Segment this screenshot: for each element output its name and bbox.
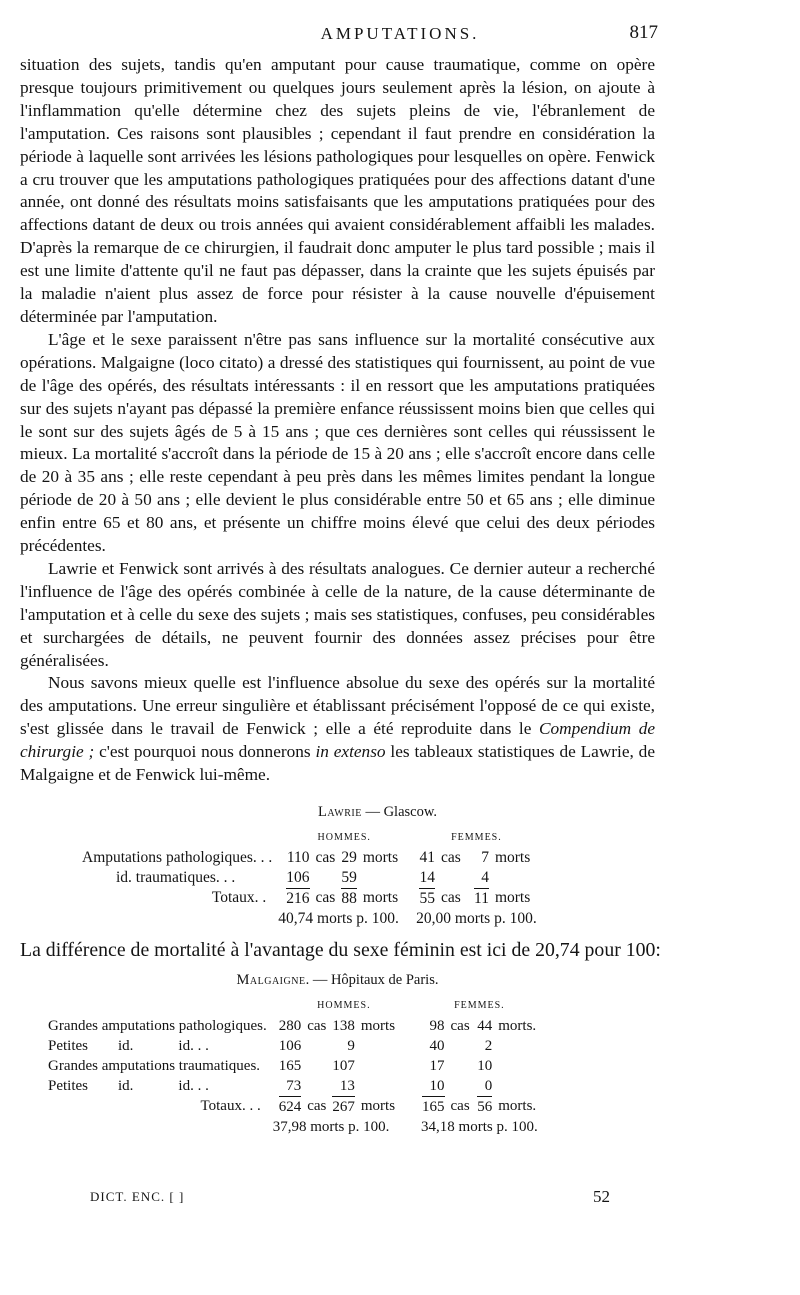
unit-morts: morts. xyxy=(498,1017,537,1034)
unit-morts: morts xyxy=(362,889,399,907)
totals-row xyxy=(48,1096,544,1117)
paragraph-1: situation des sujets, tandis qu'en amputant pour cause traumatique, comme on opère presque toujours primitivement ou quelques jours seulement après la lésion, on ajoute à l'inflammation qu'elle détermine chez des sujets pleins de vie, l'ébranlement de l'amputation. Ces raisons sont plausibles ; cependant il faut prendre en considération la période à laquelle sont arrivées les lésions pathologiques pour lesquelles on opère. Fenwick a cru trouver que les amputations pathologiques pratiquées pour des affections datant d'une année, ont donné des résultats moins satisfaisants que les amputations pratiquées pour des affections datant de deux ou trois années qui avaient considérablement affaibli les malades. D'après la remarque de ce chirurgien, il faudrait donc amputer le plus tard possible ; mais il est une limite d'attente qu'il ne faut pas dépasser, dans la crainte que les sujets épuisés par la maladie n'aient plus assez de force pour résister à la cause nouvelle d'épuisement déterminée par l'amputation. xyxy=(20,55,655,326)
paragraph-3: Lawrie et Fenwick sont arrivés à des résultats analogues. Ce dernier auteur a recherché l'influence de l'âge des opérés combinée à celle de la nature, de la cause déterminante de l'amputation et à celle du sexe des sujets ; mais ses statistiques, confuses, peu considérables et surchargées de détails, ne peuvent fournir des données assez précises pour être généralisées. xyxy=(20,558,655,670)
men-deaths: 59 xyxy=(341,868,357,886)
in-extenso: in extenso xyxy=(315,742,386,762)
men-cases: 280 xyxy=(278,1017,302,1034)
women-deaths: 44 xyxy=(477,1017,493,1034)
totals-label: Totaux. . xyxy=(211,889,267,907)
women-death-rate: 20,00 morts p. 100. xyxy=(416,909,537,927)
women-deaths: 7 xyxy=(481,848,489,866)
women-deaths-total: 56 xyxy=(477,1096,499,1117)
women-cases-total: 165 xyxy=(421,1096,450,1117)
unit-morts xyxy=(363,868,416,888)
malgaigne-table-block xyxy=(20,969,655,1137)
row-label: Petites id. id. . . xyxy=(48,1037,209,1054)
lawrie-table-title xyxy=(100,801,655,824)
unit-morts xyxy=(498,1056,543,1076)
malgaigne-col-men: HOMMES. xyxy=(317,999,371,1011)
table-row xyxy=(82,848,543,868)
women-cases: 14 xyxy=(419,868,435,886)
sheet-number: 52 xyxy=(593,1187,610,1206)
unit-morts: morts xyxy=(494,889,531,907)
unit-cas: cas xyxy=(450,1017,470,1034)
signature-mark: DICT. ENC. [ ] xyxy=(90,1189,185,1204)
men-cases: 165 xyxy=(278,1057,302,1074)
table-row xyxy=(82,868,543,888)
unit-morts xyxy=(361,1056,421,1076)
women-deaths-total: 11 xyxy=(474,889,489,907)
men-cases: 106 xyxy=(286,868,310,886)
women-cases: 10 xyxy=(429,1077,445,1094)
unit-cas xyxy=(451,1036,477,1056)
difference-statement: La différence de mortalité à l'avantage du sexe féminin est ici de 20,74 pour 100: xyxy=(20,938,661,961)
lawrie-place: — Glascow. xyxy=(361,804,437,820)
paragraph-4 xyxy=(20,672,655,787)
paragraph-4-text-c: les tableaux statistiques de Lawrie, de Malgaigne et de Fenwick lui-même. xyxy=(20,742,655,785)
men-deaths: 29 xyxy=(341,848,357,866)
women-deaths: 0 xyxy=(484,1077,493,1094)
unit-cas: cas xyxy=(307,1098,327,1115)
lawrie-column-headers xyxy=(82,828,543,848)
women-death-rate: 34,18 morts p. 100. xyxy=(421,1118,538,1135)
unit-morts xyxy=(495,868,543,888)
men-cases-total: 216 xyxy=(286,889,310,907)
unit-cas xyxy=(307,1076,332,1096)
rates-row xyxy=(82,909,543,929)
men-death-rate: 40,74 morts p. 100. xyxy=(278,909,399,927)
unit-morts xyxy=(498,1076,543,1096)
unit-cas: cas xyxy=(450,1098,470,1115)
compendium-title: Compendium de chirurgie ; xyxy=(20,719,655,762)
totals-label: Totaux. . . xyxy=(200,1098,261,1115)
page-footer xyxy=(90,1189,610,1209)
unit-cas xyxy=(441,868,471,888)
unit-morts: morts. xyxy=(498,1098,537,1115)
malgaigne-table xyxy=(48,996,544,1137)
men-deaths: 138 xyxy=(332,1017,355,1034)
women-deaths: 10 xyxy=(477,1057,493,1074)
unit-morts xyxy=(498,1036,543,1056)
paragraph-4-text-a: Nous savons mieux quelle est l'influence absolue du sexe des opérés sur la mortalité des amputations. Une erreur singulière et établissant précisément l'opposé de ce qui existe, s'est glissée dans le travail de Fenwick ; elle a été reproduite dans le xyxy=(20,673,655,739)
unit-morts: morts xyxy=(360,1017,396,1034)
unit-morts xyxy=(361,1076,421,1096)
unit-cas: cas xyxy=(440,889,461,907)
row-label: Grandes amputations pathologiques. xyxy=(48,1017,267,1034)
men-cases: 73 xyxy=(286,1077,302,1094)
unit-morts: morts xyxy=(360,1098,396,1115)
unit-cas xyxy=(451,1056,477,1076)
unit-cas: cas xyxy=(307,1017,327,1034)
women-deaths: 2 xyxy=(484,1037,493,1054)
malgaigne-table-title xyxy=(20,969,655,992)
page-body xyxy=(20,54,661,1137)
women-cases-total: 55 xyxy=(419,889,435,907)
lawrie-table-block xyxy=(20,801,655,929)
men-cases-total: 624 xyxy=(273,1096,308,1117)
row-label: Grandes amputations traumatiques. xyxy=(48,1057,261,1074)
men-deaths: 9 xyxy=(347,1037,355,1054)
rates-row xyxy=(48,1117,544,1137)
men-deaths-total: 88 xyxy=(341,889,357,907)
unit-morts: morts xyxy=(362,848,399,866)
men-cases: 106 xyxy=(278,1037,302,1054)
page-number: 817 xyxy=(629,22,658,43)
lawrie-col-women: FEMMES. xyxy=(451,831,502,843)
unit-cas: cas xyxy=(315,889,336,907)
unit-cas: cas xyxy=(315,848,336,866)
unit-cas: cas xyxy=(440,848,461,866)
paragraph-4-text-b: c'est pourquoi nous donnerons xyxy=(94,742,316,762)
totals-row xyxy=(82,888,543,909)
paragraph-2: L'âge et le sexe paraissent n'être pas sans influence sur la mortalité consécutive aux opérations. Malgaigne (loco citato) a dressé des statistiques qui fournissent, au point de vue de l'âge des opérés, des résultats intéressants : il en ressort que les amputations pratiquées sur des sujets n'ayant pas dépassé la première enfance réussissent moins bien que celles qui le sont sur des sujets âgés de 5 à 15 ans ; que ces dernières sont celles qui réussissent le mieux. La mortalité s'accroît dans la période de 15 à 20 ans ; elle s'accroît encore dans celle de 20 à 35 ans ; elle reste cependant à peu près dans les mêmes limites pendant la longue période de 20 à 50 ans ; elle devient le plus considérable entre 50 et 65 ans ; elle diminue enfin entre 65 et 80 ans, et présente un chiffre moins élevé que celui des deux périodes précédentes. xyxy=(20,329,655,556)
malgaigne-col-women: FEMMES. xyxy=(454,999,505,1011)
running-title: AMPUTATIONS. xyxy=(320,24,480,43)
women-cases: 41 xyxy=(419,848,435,866)
malgaigne-column-headers xyxy=(48,996,544,1016)
malgaigne-place: . — Hôpitaux de Paris. xyxy=(305,971,439,988)
unit-morts: morts xyxy=(494,848,531,866)
unit-cas xyxy=(451,1076,477,1096)
table-row xyxy=(48,1076,544,1096)
men-deaths: 13 xyxy=(339,1077,355,1094)
men-deaths: 107 xyxy=(332,1057,355,1074)
men-deaths-total: 267 xyxy=(332,1096,361,1117)
table-row xyxy=(48,1036,544,1056)
women-cases: 98 xyxy=(429,1017,445,1034)
unit-cas xyxy=(307,1036,332,1056)
lawrie-col-men: HOMMES. xyxy=(317,831,371,843)
lawrie-table xyxy=(82,828,543,929)
unit-cas xyxy=(307,1056,332,1076)
row-label: id. traumatiques. . . xyxy=(116,868,236,886)
women-cases: 40 xyxy=(429,1037,445,1054)
row-label: Amputations pathologiques. . . xyxy=(82,848,273,866)
table-row xyxy=(48,1056,544,1076)
women-deaths: 4 xyxy=(481,868,489,886)
malgaigne-author: Malgaigne xyxy=(236,971,306,988)
men-death-rate: 37,98 morts p. 100. xyxy=(272,1118,390,1135)
men-cases: 110 xyxy=(286,848,310,866)
running-header xyxy=(0,20,800,48)
row-label: Petites id. id. . . xyxy=(48,1077,209,1094)
women-cases: 17 xyxy=(429,1057,445,1074)
lawrie-author: Lawrie xyxy=(318,804,362,820)
unit-morts xyxy=(361,1036,421,1056)
table-row xyxy=(48,1016,544,1036)
unit-cas xyxy=(316,868,342,888)
